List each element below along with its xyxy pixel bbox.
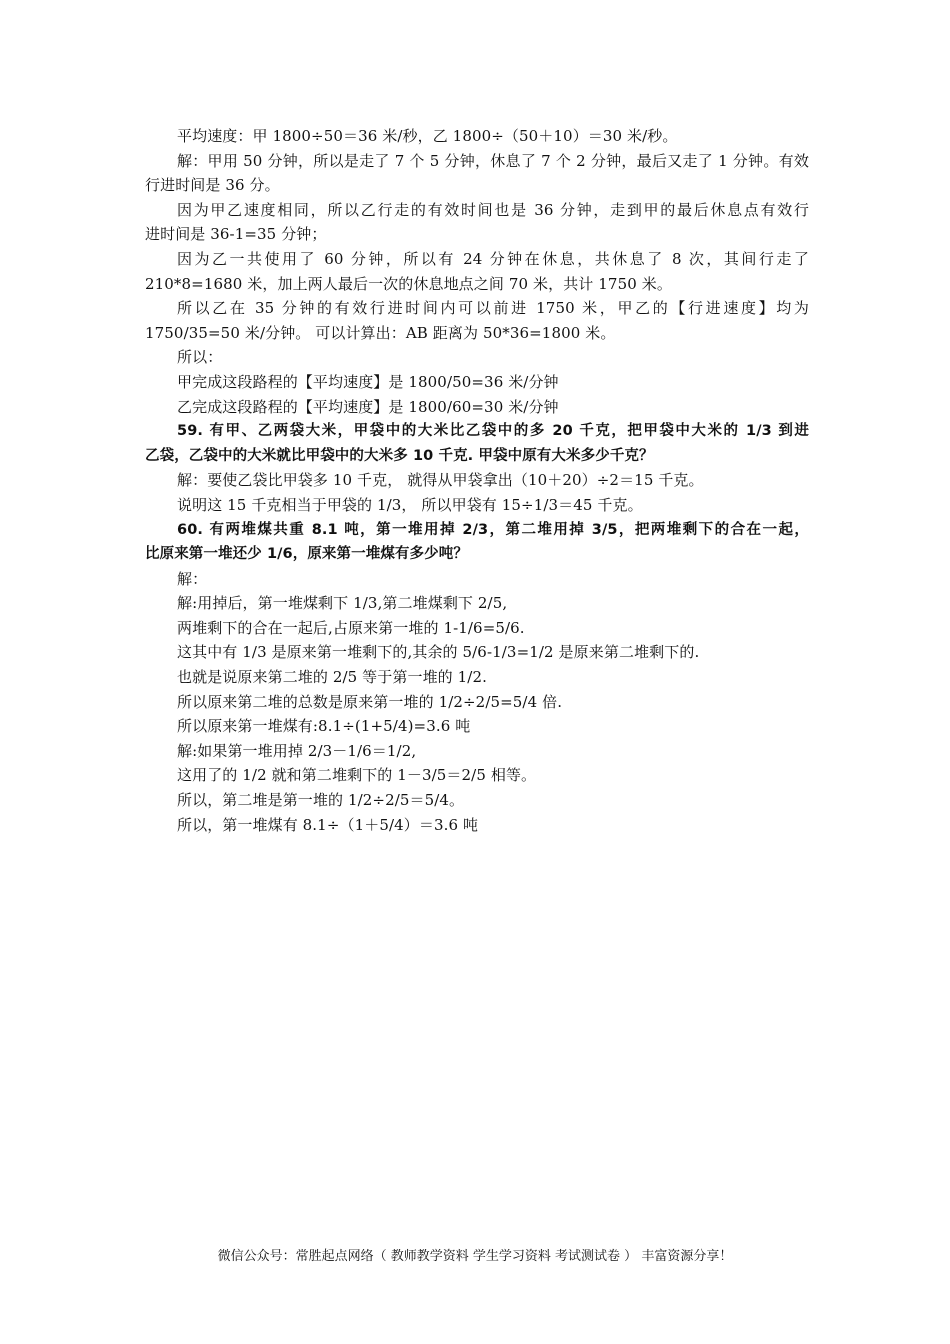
document-body bbox=[145, 124, 809, 837]
text-line: 行进时间是 36 分。 bbox=[145, 176, 280, 195]
page-footer: 微信公众号：常胜起点网络（ 教师教学资料 学生学习资料 考试测试卷 ） 丰富资源分享！ bbox=[217, 1249, 733, 1264]
text-line: 解：要使乙袋比甲袋多 10 千克， 就得从甲袋拿出（10＋20）÷2＝15 千克。 bbox=[177, 471, 704, 490]
text-line: 解： bbox=[177, 569, 208, 588]
text-line: 所以： bbox=[177, 348, 223, 367]
text-line: 说明这 15 千克相当于甲袋的 1/3， 所以甲袋有 15÷1/3＝45 千克。 bbox=[177, 495, 643, 514]
text-line: 所以，第一堆煤有 8.1÷（1＋5/4）＝3.6 吨 bbox=[177, 815, 479, 834]
text-line: 210*8=1680 米，加上两人最后一次的休息地点之间 70 米，共计 1750 米。 bbox=[145, 274, 672, 293]
text-line: 1750/35=50 米/分钟。 可以计算出：AB 距离为 50*36=1800 米。 bbox=[145, 323, 616, 342]
question-60-line: 比原来第一堆还少 1/6，原来第一堆煤有多少吨？ bbox=[145, 546, 468, 563]
text-line: 所以，第二堆是第一堆的 1/2÷2/5＝5/4。 bbox=[177, 791, 465, 810]
text-line: 解:用掉后，第一堆煤剩下 1/3,第二堆煤剩下 2/5, bbox=[177, 594, 508, 613]
text-line: 平均速度：甲 1800÷50＝36 米/秒，乙 1800÷（50＋10）＝30 米/秒。 bbox=[177, 127, 678, 145]
text-line: 这用了的 1/2 就和第二堆剩下的 1－3/5＝2/5 相等。 bbox=[177, 766, 537, 785]
text-line: 所以原来第二堆的总数是原来第一堆的 1/2÷2/5=5/4 倍. bbox=[177, 692, 563, 711]
text-line: 乙完成这段路程的【平均速度】是 1800/60=30 米/分钟 bbox=[177, 397, 559, 416]
text-line: 因为乙一共使用了 60 分钟，所以有 24 分钟在休息，共休息了 8 次，其间行走了 bbox=[177, 249, 809, 268]
text-line: 也就是说原来第二堆的 2/5 等于第一堆的 1/2. bbox=[177, 668, 487, 687]
text-line: 因为甲乙速度相同，所以乙行走的有效时间也是 36 分钟，走到甲的最后休息点有效行 bbox=[177, 200, 809, 219]
question-59-line: 59. 有甲、乙两袋大米，甲袋中的大米比乙袋中的多 20 千克，把甲袋中大米的 1/3 到进 bbox=[177, 423, 809, 440]
text-line: 所以乙在 35 分钟的有效行进时间内可以前进 1750 米，甲乙的【行进速度】均为 bbox=[177, 299, 809, 318]
text-line: 所以原来第一堆煤有:8.1÷(1+5/4)=3.6 吨 bbox=[177, 717, 471, 736]
text-line: 进时间是 36-1=35 分钟； bbox=[145, 225, 327, 244]
question-60-line: 60. 有两堆煤共重 8.1 吨，第一堆用掉 2/3，第二堆用掉 3/5，把两堆剩下的合在一起， bbox=[177, 521, 809, 538]
text-line: 解:如果第一堆用掉 2/3－1/6＝1/2, bbox=[177, 741, 417, 760]
question-59-line: 乙袋，乙袋中的大米就比甲袋中的大米多 10 千克. 甲袋中原有大米多少千克？ bbox=[145, 447, 654, 464]
text-line: 甲完成这段路程的【平均速度】是 1800/50=36 米/分钟 bbox=[177, 372, 559, 391]
text-line: 两堆剩下的合在一起后,占原来第一堆的 1-1/6=5/6. bbox=[177, 618, 525, 637]
text-line: 这其中有 1/3 是原来第一堆剩下的,其余的 5/6-1/3=1/2 是原来第二堆剩下的. bbox=[177, 643, 700, 662]
text-line: 解：甲用 50 分钟，所以是走了 7 个 5 分钟，休息了 7 个 2 分钟，最后又走了 1 分钟。有效 bbox=[177, 151, 809, 170]
